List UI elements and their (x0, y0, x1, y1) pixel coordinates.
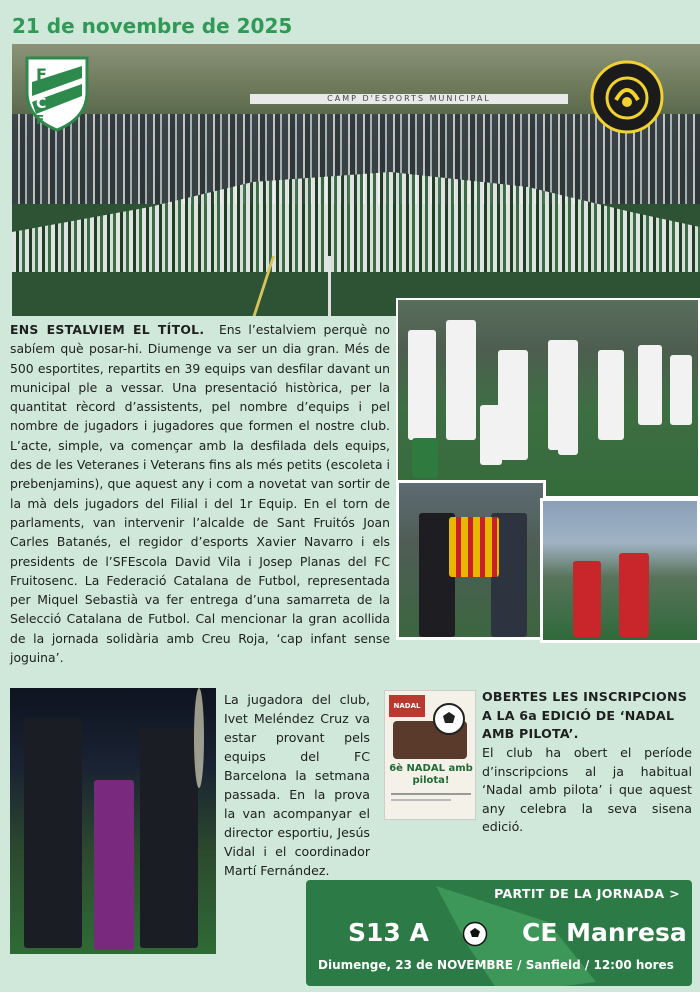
match-tag[interactable]: PARTIT DE LA JORNADA > (494, 886, 680, 901)
svg-text:C: C (36, 96, 47, 112)
page-date: 21 de novembre de 2025 (12, 14, 293, 38)
football-icon (462, 921, 488, 947)
player-figure (94, 780, 134, 950)
pitch-line (328, 256, 331, 316)
player-figure (598, 350, 624, 440)
match-of-the-day[interactable] (306, 880, 692, 986)
volunteer-figure (573, 561, 601, 637)
person-figure (24, 718, 82, 948)
player-figure (498, 350, 528, 460)
player-figure (412, 438, 438, 478)
match-away-team: CE Manresa (522, 918, 687, 947)
poster-title: 6è NADAL amb pilota! (389, 763, 473, 786)
catalan-shirt (449, 517, 499, 577)
match-home-team: S13 A (348, 918, 429, 947)
players-walkout-photo (396, 298, 700, 498)
match-info: Diumenge, 23 de NOVEMBRE / Sanfield / 12:00 hores (318, 958, 674, 972)
shirt-handover-photo (396, 480, 546, 640)
stadium-banner: CAMP D'ESPORTS MUNICIPAL (250, 94, 568, 104)
player-figure (480, 405, 502, 465)
player-figure (670, 355, 692, 425)
football-icon (432, 702, 466, 740)
article-body: Ens l’estalviem perquè no sabíem què posar-hi. Diumenge va ser un dia gran. Més de 500 esportites, repartits en 39 equips van desfilar davant un municipal ple a vessar. Una presentació històrica, per la quantitat rècord d’assistents, pel nombre d’equips i pel nombre de jugadors i jugadores que formen el nostre club. L’acte, simple, va començar amb la desfilada dels equips, des de les Veteranes i Veterans fins als més petits (escoleta i prebenjamins), que aquest any i com a novetat van sortir de la mà dels jugadors del Filial i del 1r Equip. En el torn de parlaments, van intervenir l’alcalde de Sant Fruitós Joan Carles Batanés, el regidor d’esports Xavier Navarro i els presidents de l’SFEscola David Vila i Josep Planas del FC Fruitosenc. La Federació Catalana de Futbol, representada per Miquel Sebastià va fer entrega d’una samarreta de la Selecció Catalana de Futbol. Cal mencionar la gran acollida de la jornada solidària amb Creu Roja, ‘cap infant sense joguina’. (10, 322, 390, 666)
poster-label: NADAL (389, 695, 425, 717)
player-figure (408, 330, 436, 440)
poster-line (391, 799, 451, 801)
fcf-shield-crest-icon (22, 52, 92, 132)
nadal-body: El club ha obert el període d’inscripcions al ja habitual ‘Nadal amb pilota’ i que aquest any celebra la seva sisena edició. (482, 745, 692, 834)
red-cross-photo (540, 498, 700, 643)
player-figure (558, 395, 578, 455)
ivet-text: La jugadora del club, Ivet Meléndez Cruz va estar provant pels equips del FC Barcelona la setmana passada. En la prova la van acompanyar el director esportiu, Jesús Vidal i el coordinador Martí Fernández. (224, 692, 370, 878)
floodlight (194, 688, 204, 788)
svg-text:F: F (36, 113, 45, 127)
ivet-photo (10, 688, 216, 954)
person-figure (140, 728, 198, 948)
sfescola-crest-icon (590, 60, 664, 134)
article-lead: ENS ESTALVIEM EL TÍTOL. (10, 322, 205, 337)
player-figure (638, 345, 662, 425)
article-main (10, 320, 390, 667)
volunteer-figure (619, 553, 649, 637)
poster-line (391, 793, 471, 795)
player-figure (446, 320, 476, 440)
nadal-heading: OBERTES LES INSCRIPCIONS A LA 6a EDICIÓ DE ‘NADAL AMB PILOTA’. (482, 689, 687, 741)
svg-text:F: F (36, 65, 47, 84)
